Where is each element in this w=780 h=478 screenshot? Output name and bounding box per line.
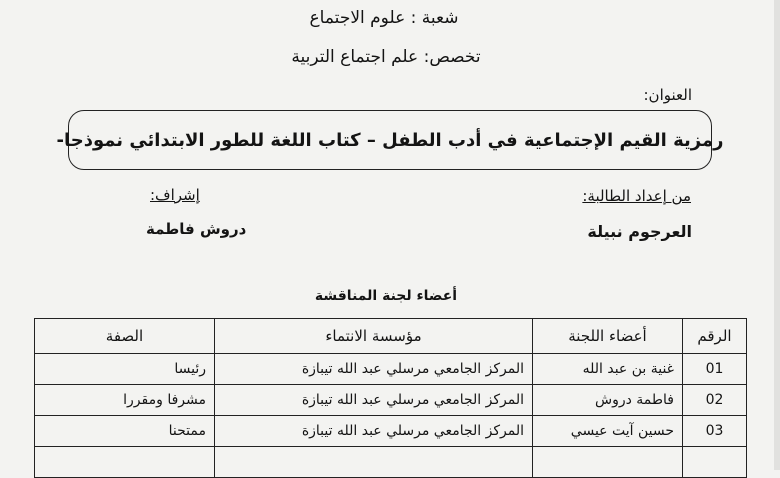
page-edge: [774, 0, 780, 470]
member-institution: المركز الجامعي مرسلي عبد الله تيبازة: [215, 416, 533, 447]
title-label: العنوان:: [643, 86, 692, 104]
member-role: مشرفا ومقررا: [35, 385, 215, 416]
thesis-title-box: [56, 110, 724, 170]
table-row: [35, 416, 747, 447]
committee-table-wrapper: [34, 318, 746, 478]
member-role: رئيسا: [35, 354, 215, 385]
prepared-by-label: من إعداد الطالبة:: [582, 187, 691, 205]
member-name: فاطمة دروش: [533, 385, 683, 416]
table-row: [35, 385, 747, 416]
member-name: غنية بن عبد الله: [533, 354, 683, 385]
department-line: شعبة : علوم الاجتماع: [309, 8, 459, 28]
supervision-label: إشراف:: [150, 186, 200, 204]
member-institution: المركز الجامعي مرسلي عبد الله تيبازة: [215, 354, 533, 385]
student-name: العرجوم نبيلة: [587, 222, 692, 241]
table-row: [35, 354, 747, 385]
column-header: مؤسسة الانتماء: [215, 319, 533, 354]
column-header: الرقم: [683, 319, 747, 354]
thesis-title: رمزية القيم الإجتماعية في أدب الطفل – كتاب اللغة للطور الابتدائي نموذجا-: [56, 129, 724, 151]
member-number: 03: [683, 416, 747, 447]
committee-title: أعضاء لجنة المناقشة: [314, 288, 458, 304]
table-header-row: [35, 319, 747, 354]
member-number: 02: [683, 385, 747, 416]
member-number: 01: [683, 354, 747, 385]
column-header: أعضاء اللجنة: [533, 319, 683, 354]
committee-table: [34, 318, 747, 478]
supervisor-name: دروش فاطمة: [146, 220, 247, 238]
member-role: ممتحنا: [35, 416, 215, 447]
member-institution: المركز الجامعي مرسلي عبد الله تيبازة: [215, 385, 533, 416]
member-name: حسين آيت عيسي: [533, 416, 683, 447]
table-row-empty: [35, 447, 747, 478]
column-header: الصفة: [35, 319, 215, 354]
specialization-line: تخصص: علم اجتماع التربية: [291, 47, 481, 67]
